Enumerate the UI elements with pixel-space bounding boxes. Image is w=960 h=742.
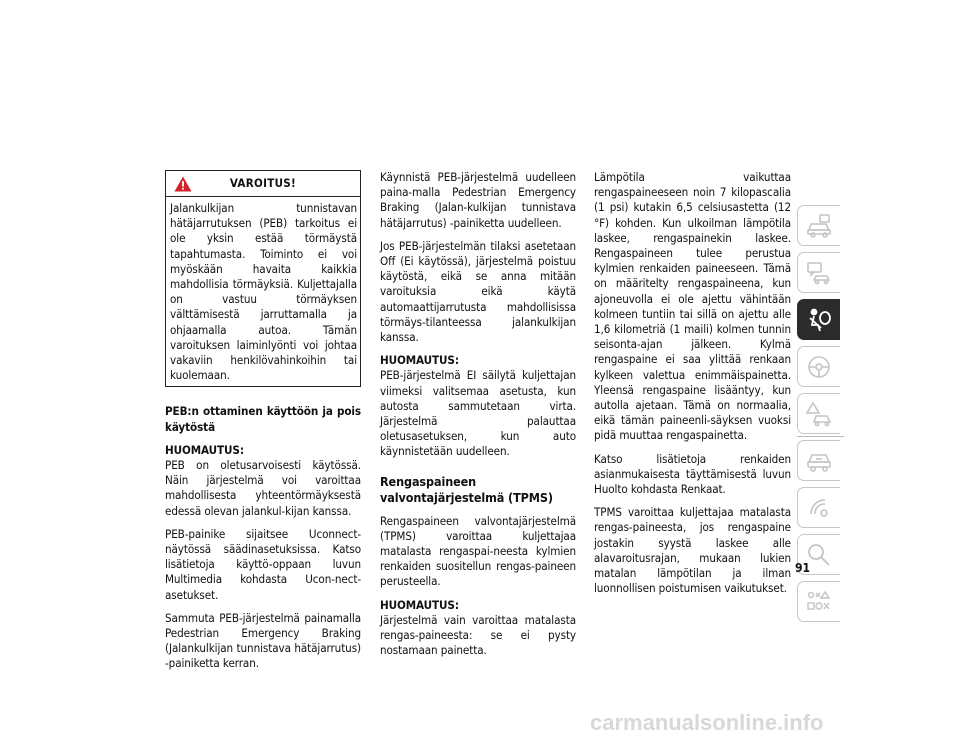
safety-airbag-icon (805, 306, 833, 334)
tab-starting-operating[interactable] (797, 346, 840, 387)
tab-index[interactable] (797, 581, 840, 622)
tab-servicing-maintenance[interactable] (797, 440, 840, 481)
tab-in-case-of-emergency[interactable] (797, 393, 840, 434)
paragraph-tpms-intro: Rengaspaineen valvontajärjestelmä (TPMS) varoittaa kuljettajaa matalasta rengaspai-neesta kylmien renkaiden suositellun rengas-paineen perusteella. (380, 513, 576, 589)
tab-getting-to-know-vehicle[interactable] (797, 205, 840, 246)
tab-multimedia[interactable] (797, 487, 840, 528)
note-text: PEB-järjestelmä EI säilytä kuljettajan viimeksi valitsemaa asetusta, kun autosta sammutetaan virta. Järjestelmä palauttaa oletusasetuksen, kun auto käynnistetään uudelleen. (380, 368, 576, 459)
car-info-icon (805, 212, 833, 240)
paragraph-inflation-ref: Katso lisätietoja renkaiden asianmukaisesta täyttämisestä luvun Huolto kohdasta Renkaat. (594, 451, 791, 497)
tab-safety[interactable] (797, 299, 840, 340)
note-2 (380, 353, 576, 459)
column-1 (165, 170, 361, 680)
column-2 (380, 170, 576, 666)
paragraph-peb-off-state: Jos PEB-järjestelmän tilaksi asetetaan Off (Ei käytössä), järjestelmä poistuu käytöstä, eikä se anna mitään varoituksia eikä käytä automaattijarrutusta mahdollisissa törmäys-tilanteessa jalankulkijan kanssa. (380, 238, 576, 345)
warning-header (166, 171, 360, 197)
dashboard-message-icon (805, 259, 833, 287)
warning-box (165, 170, 361, 387)
watermark: carmanualsonline.info (590, 710, 824, 735)
note-1 (165, 443, 361, 519)
subheading-peb-toggle: PEB:n ottaminen käyttöön ja pois käytöstä (165, 404, 361, 434)
paragraph-peb-off: Sammuta PEB-järjestelmä painamalla Pedestrian Emergency Braking (Jalankulkijan tunnistava hätäjarrutus) -painiketta kerran. (165, 610, 361, 671)
hazard-car-icon (805, 400, 833, 428)
note-label: HUOMAUTUS: (165, 442, 244, 457)
service-car-icon (805, 447, 833, 475)
tab-instrument-panel[interactable] (797, 252, 840, 293)
paragraph-peb-restart: Käynnistä PEB-järjestelmä uudelleen paina-malla Pedestrian Emergency Braking (Jalan-kulkijan tunnistava hätäjarrutus) -painiketta uudelleen. (380, 170, 576, 230)
tab-separator (797, 436, 844, 437)
section-title-tpms: Rengaspaineen valvontajärjestelmä (TPMS) (380, 473, 553, 505)
multimedia-icon (805, 494, 833, 522)
note-label: HUOMAUTUS: (380, 353, 459, 368)
paragraph-tpms-warning: TPMS varoittaa kuljettajaa matalasta rengas-paineesta, jos rengaspaine jostakin syystä laskee alle alavaroitusrajan, mukaan lukien matalan lämpötilan ja ilman luonnollisen poistumisen vaikutukset. (594, 505, 791, 596)
note-3 (380, 598, 576, 659)
column-3 (594, 170, 791, 604)
warning-title: VAROITUS! (229, 176, 297, 190)
steering-wheel-icon (805, 353, 833, 381)
note-text: PEB on oletusarvoisesti käytössä. Näin järjestelmä voi varoittaa mahdollisesta yhteentörmäyksestä edessä olevan jalankul-kijan kanssa. (165, 458, 361, 518)
note-text: Järjestelmä vain varoittaa matalasta rengas-paineesta: se ei pysty nostamaan painetta. (380, 612, 576, 658)
paragraph-peb-button: PEB-painike sijaitsee Uconnect-näytössä säädinasetuksissa. Katso lisätietoja käyttö-oppaan luvun Multimedia kohdasta Ucon-nect-asetukset. (165, 526, 361, 602)
warning-text: Jalankulkijan tunnistavan hätäjarrutuksen (PEB) tarkoitus ei ole yksin estää törmäystä tapahtumasta. Toiminto ei voi myöskään havaita kaikkia mahdollisia törmäyksiä. Kuljettajalla on vastuu törmäyksen välttämisestä jarruttamalla ja ohjaamalla autoa. Tämän varoituksen laiminlyönti voi johtaa vakaviin henkilövahinkoihin tai kuolemaan. (170, 201, 357, 383)
page-number: 91 (795, 561, 811, 575)
index-icon (805, 588, 833, 616)
note-label: HUOMAUTUS: (380, 597, 459, 612)
paragraph-temperature: Lämpötila vaikuttaa rengaspaineeseen noin 7 kilopascalia (1 psi) kutakin 6,5 celsiusastetta (12 °F) kohden. Kun ulkoilman lämpötila laskee, rengaspainekin laskee. Rengaspaineen tulee perustua kylmien renkaiden paineeseen. Tämä on määritelty rengaspaineena, kun ajoneuvolla ei ole ajettu vähintään kolmeen tuntiin tai sillä on ajettu alle 1,6 kilometriä (1 maili) kolmen tunnin seisonta-ajan jälkeen. Kylmä rengaspaine ei saa ylittää renkaan kylkeen valettua enimmäispainetta. Yleensä rengaspaine lisääntyy, kun autolla ajetaan. Tämä on normaalia, eikä tämän paineenli-säyksen vuoksi pidä muuttaa rengaspainetta. (594, 170, 791, 443)
